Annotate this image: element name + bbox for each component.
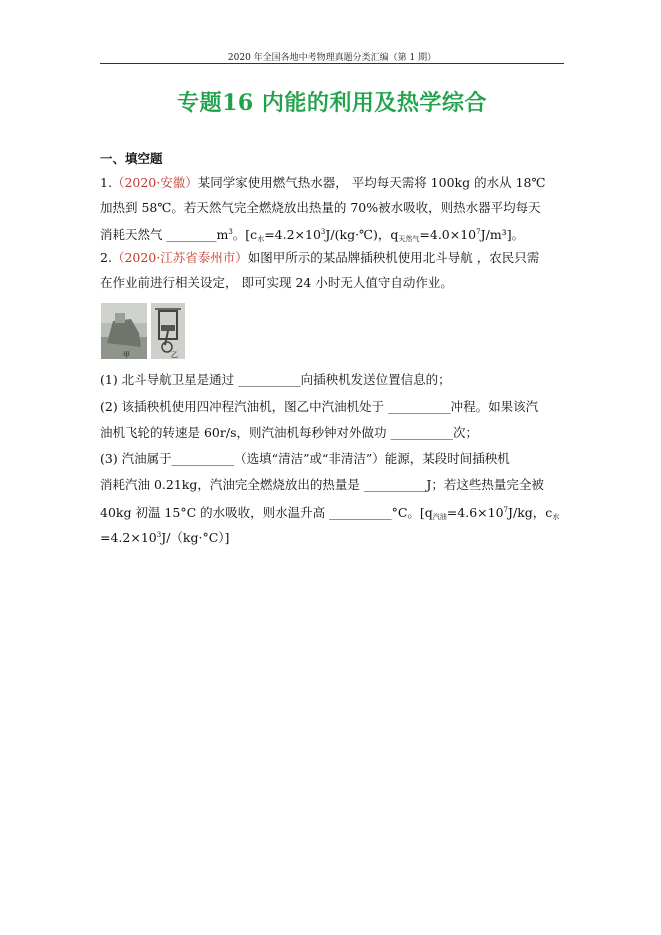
superscript: 3 [156,531,162,539]
header-divider [100,63,564,64]
question-text: =4.6×10 [446,505,504,520]
question-2-part-3-line-4 [100,523,570,550]
question-text: J/kg，c [508,505,553,520]
page-title: 专题16 内能的利用及热学综合 [177,90,487,116]
subscript: 汽油 [432,513,447,521]
subscript: 水 [257,235,265,243]
question-text: J/m³]。 [480,227,525,242]
figure-photo-cab [115,313,125,323]
figure-label-a: 甲 [123,351,130,359]
question-2-line-2: 在作业前进行相关设定， 即可实现 24 小时无人值守自动作业。 [100,275,453,290]
question-text: =4.2×10 [264,227,321,242]
subscript: 天然气 [398,235,420,243]
subscript: 水 [552,513,560,521]
section-heading: 一、填空题 [100,151,163,166]
question-text: =4.2×10 [100,530,157,545]
figure-piston [161,325,175,331]
superscript: 3 [228,228,233,236]
figure-label-b: 乙 [171,351,178,359]
superscript: 7 [476,228,481,236]
question-source: （2020·江苏省泰州市） [111,250,248,265]
superscript: 3 [320,228,326,236]
question-text: 某同学家使用燃气热水器， 平均每天需将 100kg 的水从 18℃ [197,175,546,190]
question-2-part-3-line-2: 消耗汽油 0.21kg，汽油完全燃烧放出的热量是 __________J；若这些热量完全被 [100,477,544,492]
question-text: J/(kg·℃)，q [325,227,399,242]
question-text: J/（kg·°C）] [161,530,230,545]
question-text: =4.0×10 [419,227,477,242]
question-text: 消耗天然气 ________m [100,227,229,242]
question-text: 如图甲所示的某品牌插秧机使用北斗导航 ，农民只需 [247,250,540,265]
question-1-line-1 [100,170,570,195]
question-2-part-3-line-1: (3) 汽油属于__________（选填“清洁”或“非清洁”）能源，某段时间插秧机 [100,451,510,466]
question-number: 1. [100,175,112,190]
superscript: 7 [503,506,508,514]
question-2-part-1: (1) 北斗导航卫星是通过 __________向插秧机发送位置信息的； [100,372,451,387]
question-text: 40kg 初温 15°C 的水吸收，则水温升高 __________°C。[q [100,505,433,520]
running-header: 2020 年全国各地中考物理真题分类汇编（第 1 期） [227,53,437,63]
question-2-line-1 [100,245,570,270]
question-2-figure [101,303,185,359]
question-2-part-2-line-1: (2) 该插秧机使用四冲程汽油机，图乙中汽油机处于 __________冲程。如果该汽 [100,399,539,414]
question-number: 2. [100,250,112,265]
question-source: （2020·安徽） [111,175,198,190]
question-2-part-2-line-2: 油机飞轮的转速是 60r/s，则汽油机每秒钟对外做功 __________次； [100,425,478,440]
question-1-line-2: 加热到 58℃。若天然气完全燃烧放出热量的 70%被水吸收，则热水器平均每天 [100,200,541,215]
question-text: 。[c [232,227,258,242]
